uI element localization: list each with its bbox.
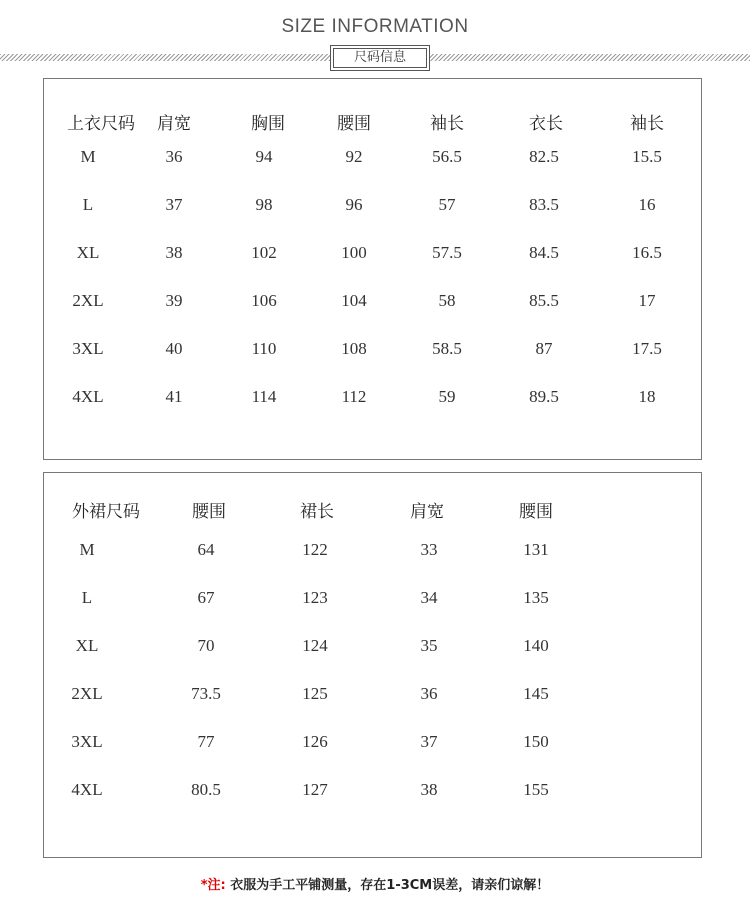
table-cell: 58 [438,291,456,310]
table-cell: 89.5 [529,387,559,406]
column-header: 裙长 [300,502,334,522]
size-label: M [79,540,95,559]
table-cell: 155 [523,780,549,799]
table-cell: 104 [341,291,367,310]
column-header: 腰围 [192,502,226,522]
table-cell: 16 [638,195,656,214]
table-cell: 108 [341,339,367,358]
table-cell: 57 [438,195,456,214]
column-header: 上衣尺码 [67,114,135,134]
table-cell: 100 [341,243,367,262]
table-cell: 38 [165,243,183,262]
table-cell: 41 [165,387,183,406]
table-cell: 67 [197,588,215,607]
table-cell: 77 [197,732,215,751]
table-cell: 83.5 [529,195,559,214]
table-cell: 70 [197,636,215,655]
table-cell: 94 [255,147,273,166]
table-cell: 110 [251,339,277,358]
table-cell: 114 [251,387,277,406]
table-cell: 34 [420,588,438,607]
section-label: 尺码信息 [333,48,427,68]
table-cell: 131 [523,540,549,559]
size-label: 3XL [71,732,103,751]
table-cell: 39 [165,291,183,310]
column-header: 肩宽 [157,114,191,134]
table-cell: 123 [302,588,328,607]
table-cell: 87 [535,339,553,358]
table-cell: 98 [255,195,273,214]
measurement-note [0,874,750,893]
table-cell: 15.5 [632,147,662,166]
table-cell: 38 [420,780,438,799]
size-label: L [82,195,94,214]
table-cell: 80.5 [191,780,221,799]
table-cell: 140 [523,636,549,655]
table-cell: 35 [420,636,438,655]
table-cell: 58.5 [432,339,462,358]
column-header: 衣长 [529,114,563,134]
size-label: XL [75,636,99,655]
size-label: 4XL [72,387,104,406]
table-cell: 124 [302,636,328,655]
size-label: 4XL [71,780,103,799]
table-cell: 127 [302,780,328,799]
table-cell: 112 [341,387,367,406]
table-cell: 82.5 [529,147,559,166]
table-cell: 59 [438,387,456,406]
size-label: 2XL [71,684,103,703]
size-label: 2XL [72,291,104,310]
table-cell: 36 [165,147,183,166]
table-cell: 17.5 [632,339,662,358]
table-cell: 92 [345,147,363,166]
table-cell: 106 [251,291,277,310]
table-cell: 125 [302,684,328,703]
table-cell: 64 [197,540,215,559]
section-label-box [330,45,430,71]
note-mark: *注: [200,878,226,893]
table-cell: 37 [420,732,438,751]
table-cell: 126 [302,732,328,751]
table-cell: 73.5 [191,684,221,703]
column-header: 腰围 [519,502,553,522]
table-cell: 17 [638,291,656,310]
size-label: M [80,147,96,166]
table-cell: 33 [420,540,438,559]
column-header: 腰围 [337,114,371,134]
column-header: 肩宽 [410,502,444,522]
table-cell: 84.5 [529,243,559,262]
section-title: SIZE INFORMATION [281,16,469,37]
table-cell: 122 [302,540,328,559]
table-cell: 135 [523,588,549,607]
table-cell: 150 [523,732,549,751]
table-cell: 40 [165,339,183,358]
table-cell: 96 [345,195,363,214]
table-cell: 36 [420,684,438,703]
top-size-table [43,78,702,460]
column-header: 袖长 [630,114,664,134]
size-label: XL [76,243,100,262]
column-header: 袖长 [430,114,464,134]
skirt-size-table [43,472,702,858]
size-label: L [81,588,93,607]
column-header: 胸围 [251,114,285,134]
size-label: 3XL [72,339,104,358]
table-cell: 57.5 [432,243,462,262]
table-cell: 37 [165,195,183,214]
column-header: 外裙尺码 [72,502,140,522]
table-cell: 56.5 [432,147,462,166]
table-cell: 145 [523,684,549,703]
note-text: 衣服为手工平铺测量，存在1-3CM误差，请亲们谅解！ [230,878,550,893]
table-cell: 102 [251,243,277,262]
table-cell: 85.5 [529,291,559,310]
table-cell: 18 [638,387,656,406]
table-cell: 16.5 [632,243,662,262]
